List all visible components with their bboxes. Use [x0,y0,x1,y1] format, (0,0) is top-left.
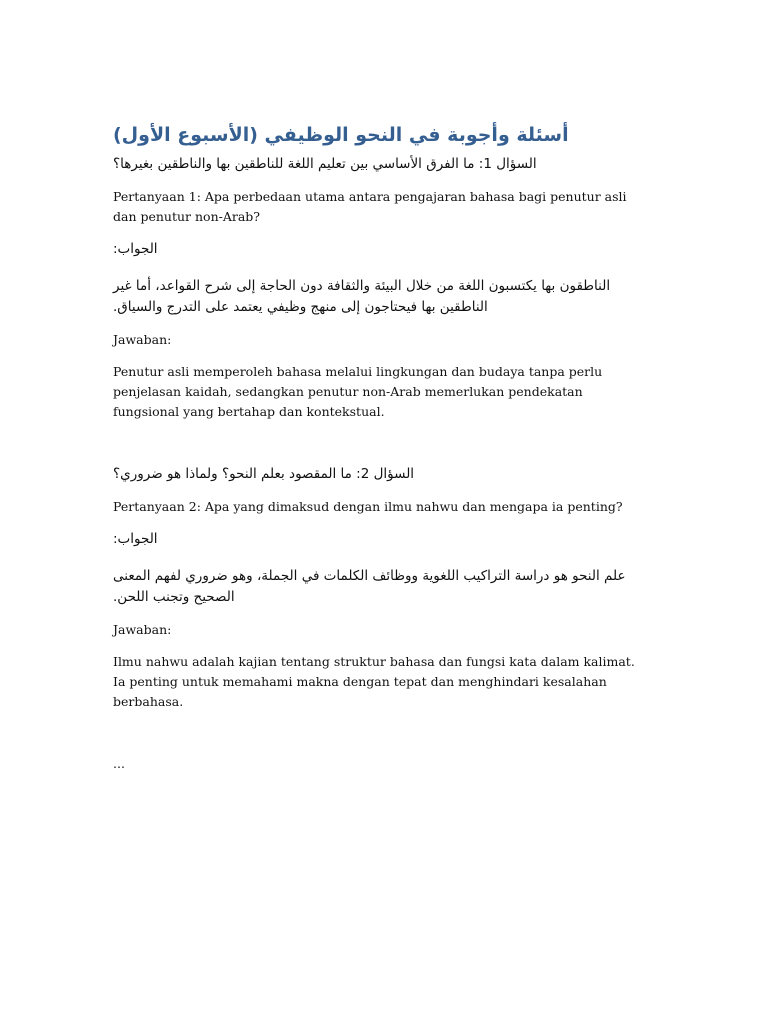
question-1-arabic: السؤال 1: ما الفرق الأساسي بين تعليم اللغة للناطقين بها والناطقين بغيرها؟ [113,156,537,172]
document-title: أسئلة وأجوبة في النحو الوظيفي (الأسبوع الأول) [113,124,569,146]
answer-2-arabic: علم النحو هو دراسة التراكيب اللغوية ووظائف الكلمات في الجملة، وهو ضروري لفهم المعنى الصحيح وتجنب اللحن. [113,568,626,605]
answer-1-indonesian: Penutur asli memperoleh bahasa melalui lingkungan dan budaya tanpa perlu penjelasan kaidah, sedangkan penutur non-Arab memerlukan pendekatan fungsional yang bertahap dan kontekstual. [113,364,603,419]
question-2-arabic: السؤال 2: ما المقصود بعلم النحو؟ ولماذا هو ضروري؟ [113,466,415,482]
question-1-indonesian: Pertanyaan 1: Apa perbedaan utama antara pengajaran bahasa bagi penutur asli dan penutur non-Arab? [113,189,627,224]
qa-section-1 [113,154,655,422]
answer-2-indonesian: Ilmu nahwu adalah kajian tentang struktur bahasa dan fungsi kata dalam kalimat. Ia penting untuk memahami makna dengan tepat dan menghindari kesalahan berbahasa. [113,654,635,709]
qa-section-2 [113,464,655,712]
question-2-indonesian: Pertanyaan 2: Apa yang dimaksud dengan ilmu nahwu dan mengapa ia penting? [113,499,623,514]
continuation-ellipsis: ... [113,756,125,771]
answer-1-label-indonesian: Jawaban: [113,332,172,347]
answer-1-label-arabic: الجواب: [113,241,158,257]
answer-2-label-arabic: الجواب: [113,531,158,547]
answer-2-label-indonesian: Jawaban: [113,622,172,637]
answer-1-arabic: الناطقون بها يكتسبون اللغة من خلال البيئة والثقافة دون الحاجة إلى شرح القواعد، أما غير الناطقين بها فيحتاجون إلى منهج وظيفي يعتمد على التدرج والسياق. [113,278,611,315]
